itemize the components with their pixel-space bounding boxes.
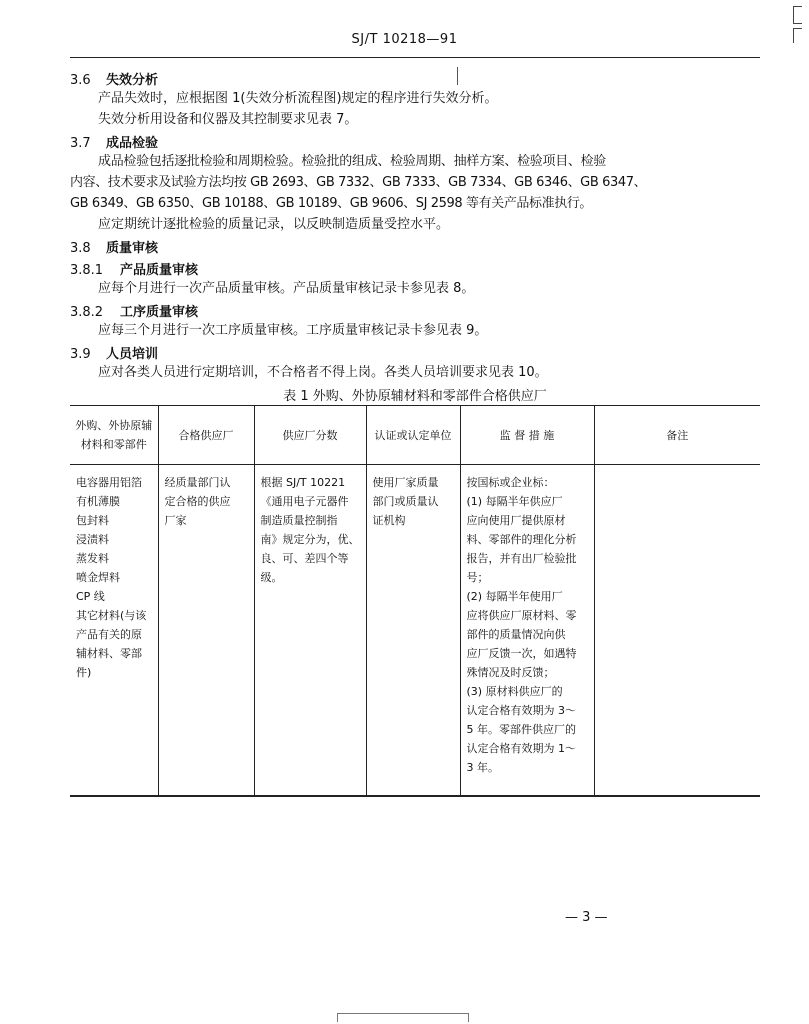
paragraph: 应定期统计逐批检验的质量记录，以反映制造质量受控水平。 <box>98 217 450 232</box>
paragraph: 应对各类人员进行定期培训，不合格者不得上岗。各类人员培训要求见表 10。 <box>98 365 548 380</box>
scan-artifact-bar <box>457 67 458 85</box>
paragraph: 应每个月进行一次产品质量审核。产品质量审核记录卡参见表 8。 <box>98 281 475 296</box>
cell-supervision-measures: 按国标或企业标： (1) 每隔半年供应厂 应向使用厂提供原材 料、零部件的理化分析 报告，并有出厂检验批 号； (2) 每隔半年使用厂 应将供应厂原材料、零 部件的质量情况向供 应厂反馈一次，如遇特 殊情况及时反馈； (3) 原材料供应厂的 认定合格有效期为 3～ 5 年。零部件供应厂的 认定合格有效期为 1～ 3 年。 <box>460 465 594 797</box>
section-heading-3-6: 3.6 失效分析 <box>70 73 159 88</box>
paragraph-line: 成品检验包括逐批检验和周期检验。检验批的组成、检验周期、抽样方案、检验项目、检验 <box>98 154 607 169</box>
column-header-qualified-supplier: 合格供应厂 <box>158 406 254 465</box>
table-row <box>70 465 760 797</box>
supplier-table <box>70 405 760 797</box>
table-header-row <box>70 406 760 465</box>
cell-certification-unit: 使用厂家质量 部门或质量认 证机构 <box>366 465 460 797</box>
page-number: — 3 — <box>565 910 608 925</box>
table-caption: 表 1 外购、外协原辅材料和零部件合格供应厂 <box>283 389 547 404</box>
header-rule <box>70 57 760 58</box>
section-heading-3-9: 3.9 人员培训 <box>70 347 159 362</box>
section-heading-3-7: 3.7 成品检验 <box>70 136 159 151</box>
document-code-header: SJ/T 10218—91 <box>351 32 458 47</box>
paragraph: 应每三个月进行一次工序质量审核。工序质量审核记录卡参见表 9。 <box>98 323 488 338</box>
cell-qualified-supplier: 经质量部门认 定合格的供应 厂家 <box>158 465 254 797</box>
column-header-remarks: 备注 <box>594 406 760 465</box>
column-header-supervision-measures: 监 督 措 施 <box>460 406 594 465</box>
paragraph: 失效分析用设备和仪器及其控制要求见表 7。 <box>98 112 358 127</box>
cell-supplier-grade: 根据 SJ/T 10221 《通用电子元器件 制造质量控制指 南》规定分为，优、 良、可、差四个等 级。 <box>254 465 366 797</box>
scan-artifact-bracket <box>337 1013 469 1022</box>
section-heading-3-8-1: 3.8.1 产品质量审核 <box>70 263 199 278</box>
column-header-supplier-grade: 供应厂分数 <box>254 406 366 465</box>
paragraph-line: GB 6349、GB 6350、GB 10188、GB 10189、GB 9606、SJ 2598 等有关产品标准执行。 <box>70 196 593 211</box>
scan-corner-mark <box>793 28 802 43</box>
cell-remarks <box>594 465 760 797</box>
column-header-certification-unit: 认证或认定单位 <box>366 406 460 465</box>
scan-corner-mark <box>793 6 802 24</box>
column-header-materials: 外购、外协原辅 材料和零部件 <box>70 406 158 465</box>
section-heading-3-8-2: 3.8.2 工序质量审核 <box>70 305 199 320</box>
cell-materials: 电容器用铝箔 有机薄膜 包封料 浸渍料 蒸发料 喷金焊料 CP 线 其它材料(与该 产品有关的原 辅材料、零部 件) <box>70 465 158 797</box>
section-heading-3-8: 3.8 质量审核 <box>70 241 159 256</box>
paragraph-line: 内容、技术要求及试验方法均按 GB 2693、GB 7332、GB 7333、GB 7334、GB 6346、GB 6347、 <box>70 175 647 190</box>
paragraph: 产品失效时，应根据图 1(失效分析流程图)规定的程序进行失效分析。 <box>98 91 498 106</box>
